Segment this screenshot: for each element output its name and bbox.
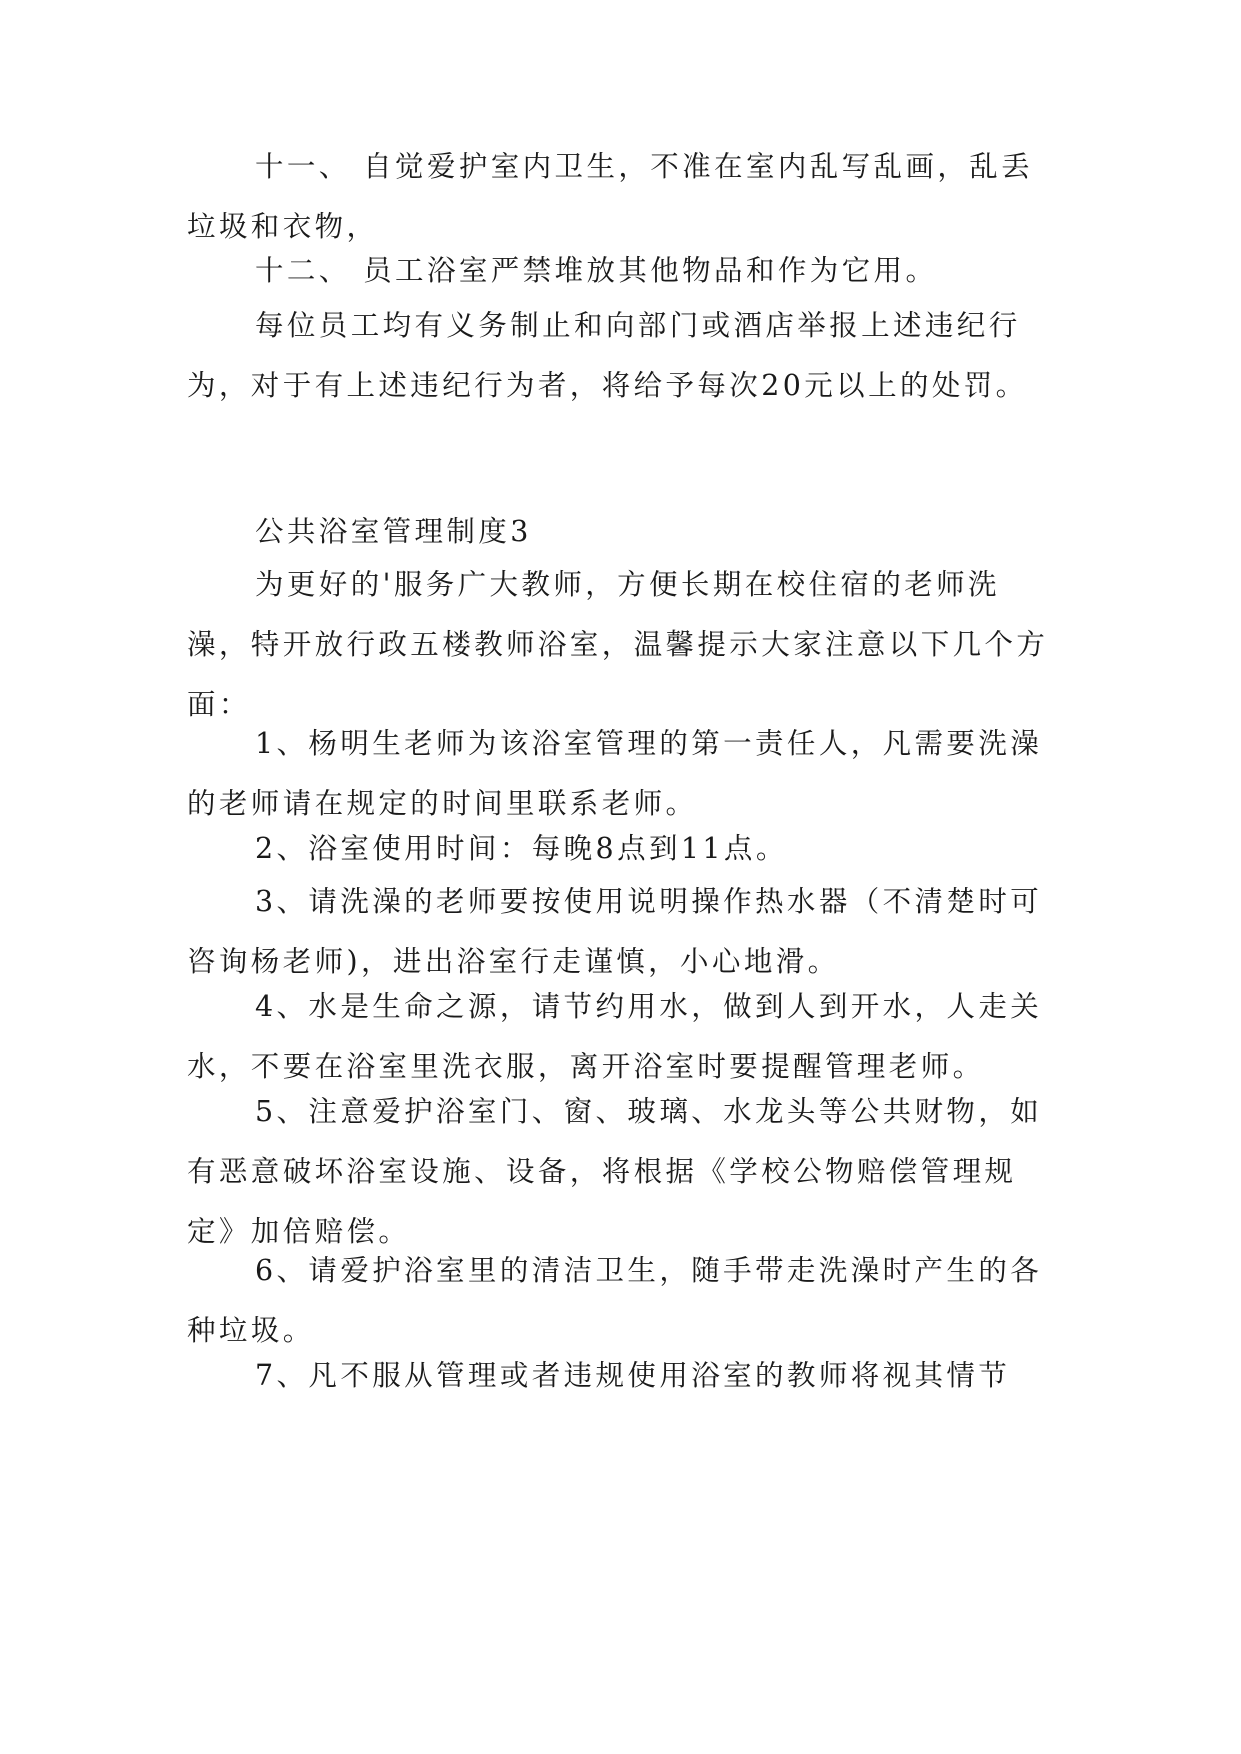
- section-heading: 公共浴室管理制度3: [255, 515, 532, 548]
- rule-item-1: 1、杨明生老师为该浴室管理的第一责任人，凡需要洗澡的老师请在规定的时间里联系老师。: [187, 727, 1043, 820]
- rule-item-2: 2、浴室使用时间：每晚8点到11点。: [255, 832, 788, 865]
- rule-item-3: 3、请洗澡的老师要按使用说明操作热水器（不清楚时可咨询杨老师)，进出浴室行走谨慎，小心地滑。: [187, 885, 1043, 978]
- rule-item-4: 4、水是生命之源，请节约用水，做到人到开水，人走关水，不要在浴室里洗衣服，离开浴室时要提醒管理老师。: [187, 990, 1043, 1083]
- rule-item-7: 7、凡不服从管理或者违规使用浴室的教师将视其情节: [255, 1359, 1011, 1392]
- paragraph-item-12: 十二、 员工浴室严禁堆放其他物品和作为它用。: [255, 254, 938, 287]
- rule-item-6: 6、请爱护浴室里的清洁卫生，随手带走洗澡时产生的各种垃圾。: [187, 1254, 1043, 1347]
- paragraph-penalty: 每位员工均有义务制止和向部门或酒店举报上述违纪行为，对于有上述违纪行为者，将给予每次20元以上的处罚。: [187, 309, 1028, 402]
- paragraph-item-11: 十一、 自觉爱护室内卫生，不准在室内乱写乱画，乱丢垃圾和衣物，: [187, 150, 1034, 243]
- paragraph-intro: 为更好的'服务广大教师，方便长期在校住宿的老师洗澡，特开放行政五楼教师浴室，温馨提示大家注意以下几个方面：: [187, 568, 1049, 721]
- rule-item-5: 5、注意爱护浴室门、窗、玻璃、水龙头等公共财物，如有恶意破坏浴室设施、设备，将根据《学校公物赔偿管理规定》加倍赔偿。: [187, 1095, 1043, 1248]
